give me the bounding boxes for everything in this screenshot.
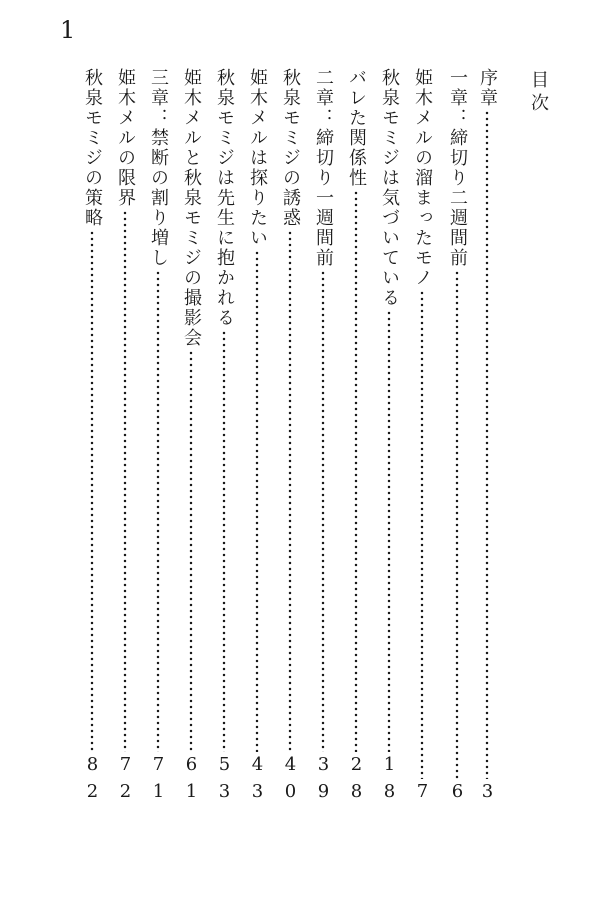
toc-entry-page: 43 <box>247 754 268 808</box>
leader-dots <box>376 310 402 752</box>
toc-entry[interactable] <box>79 68 105 808</box>
leader-dots <box>79 230 105 752</box>
toc-entry[interactable] <box>112 68 138 808</box>
toc-entry-page: 39 <box>313 754 334 808</box>
toc-entry-title: バレた関係性 <box>346 68 367 188</box>
toc-title: 目次 <box>528 70 549 116</box>
toc-entry[interactable] <box>211 68 237 808</box>
toc-entry-page: 3 <box>477 781 498 808</box>
toc-entry-page: 82 <box>82 754 103 808</box>
leader-dots <box>444 270 470 779</box>
toc-entry-title: 二章：締切り一週間前 <box>313 68 334 268</box>
toc-entry-title: 姫木メルと秋泉モミジの撮影会 <box>181 68 202 348</box>
leader-dots <box>244 250 270 752</box>
toc-entry-title: 姫木メルは探りたい <box>247 68 268 248</box>
toc-entry[interactable] <box>145 68 171 808</box>
toc-entry-title: 秋泉モミジの策略 <box>82 68 103 228</box>
toc-entry-page: 18 <box>379 754 400 808</box>
toc-entry-title: 秋泉モミジは気づいている <box>379 68 400 308</box>
leader-dots <box>145 270 171 752</box>
toc-entry[interactable] <box>244 68 270 808</box>
toc-entry-title: 一章：締切り二週間前 <box>447 68 468 268</box>
toc-entry-page: 40 <box>280 754 301 808</box>
leader-dots <box>409 290 435 779</box>
toc-entry[interactable] <box>409 68 435 808</box>
page-number: 1 <box>60 16 76 44</box>
toc-entry-page: 7 <box>412 781 433 808</box>
toc-entry-page: 53 <box>214 754 235 808</box>
toc-entry-title: 秋泉モミジの誘惑 <box>280 68 301 228</box>
toc-entry-title: 序章 <box>477 68 498 108</box>
toc-entry-title: 姫木メルの溜まったモノ <box>412 68 433 288</box>
toc-entry[interactable] <box>178 68 204 808</box>
toc-entry-title: 姫木メルの限界 <box>115 68 136 208</box>
leader-dots <box>343 190 369 752</box>
leader-dots <box>178 350 204 752</box>
leader-dots <box>474 110 500 779</box>
leader-dots <box>277 230 303 752</box>
toc-entry-page: 6 <box>447 781 468 808</box>
toc-entry-title: 秋泉モミジは先生に抱かれる <box>214 68 235 328</box>
toc-entry[interactable] <box>376 68 402 808</box>
toc-entry-title: 三章：禁断の割り増し <box>148 68 169 268</box>
toc-entry-page: 72 <box>115 754 136 808</box>
toc-entry[interactable] <box>343 68 369 808</box>
leader-dots <box>211 330 237 752</box>
toc-entry[interactable] <box>444 68 470 808</box>
leader-dots <box>112 210 138 752</box>
toc-entry-page: 71 <box>148 754 169 808</box>
toc-entry[interactable] <box>474 68 500 808</box>
toc-entry-page: 28 <box>346 754 367 808</box>
toc-entry[interactable] <box>310 68 336 808</box>
leader-dots <box>310 270 336 752</box>
toc-entry[interactable] <box>277 68 303 808</box>
toc-entry-page: 61 <box>181 754 202 808</box>
